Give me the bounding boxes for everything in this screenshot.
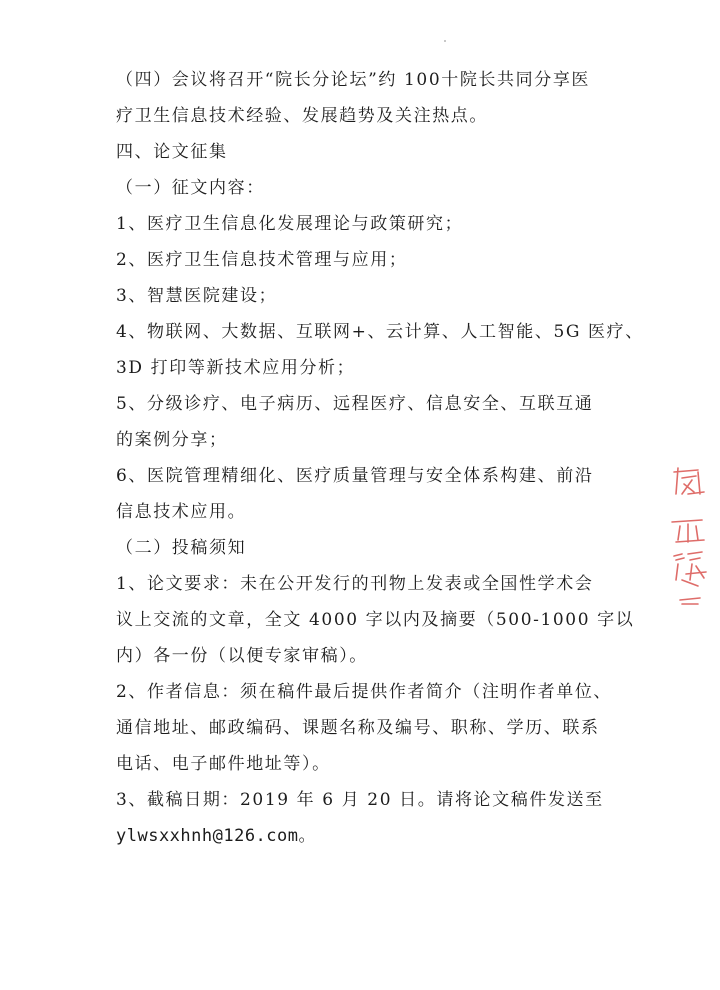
topic-item-5-line-1: 5、分级诊疗、电子病历、远程医疗、信息安全、互联互通 <box>116 394 594 414</box>
topic-item-6-line-2: 信息技术应用。 <box>116 502 247 522</box>
subheading-submission-notes: （二）投稿须知 <box>116 538 247 558</box>
paragraph-forum-line-1: （四）会议将召开“院长分论坛”约 100十院长共同分享医 <box>116 70 591 90</box>
requirement-item-2-line-2: 通信地址、邮政编码、课题名称及编号、职称、学历、联系 <box>116 718 600 738</box>
seal-stamp-icon <box>668 464 712 614</box>
topic-item-4-line-1: 4、物联网、大数据、互联网+、云计算、人工智能、5G 医疗、 <box>116 322 644 342</box>
paragraph-forum-line-2: 疗卫生信息技术经验、发展趋势及关注热点。 <box>116 106 488 126</box>
requirement-item-1-line-2: 议上交流的文章，全文 4000 字以内及摘要（500-1000 字以 <box>116 610 635 630</box>
seal-stamp-fragment <box>668 464 712 614</box>
topic-item-4-line-2: 3D 打印等新技术应用分析； <box>116 358 356 378</box>
topic-item-5-line-2: 的案例分享； <box>116 430 228 450</box>
requirement-item-2-line-3: 电话、电子邮件地址等）。 <box>116 754 331 774</box>
section-heading-paper-call: 四、论文征集 <box>116 142 228 162</box>
submission-email: ylwsxxhnh@126.com。 <box>116 826 316 846</box>
requirement-item-2-line-1: 2、作者信息：须在稿件最后提供作者简介（注明作者单位、 <box>116 682 613 702</box>
subheading-topics: （一）征文内容： <box>116 178 265 198</box>
topic-item-6-line-1: 6、医院管理精细化、医疗质量管理与安全体系构建、前沿 <box>116 466 594 486</box>
document-body <box>116 62 644 854</box>
requirement-item-3-line-1: 3、截稿日期：2019 年 6 月 20 日。请将论文稿件发送至 <box>116 790 604 810</box>
topic-item-1: 1、医疗卫生信息化发展理论与政策研究； <box>116 214 464 234</box>
topic-item-2: 2、医疗卫生信息技术管理与应用； <box>116 250 408 270</box>
requirement-item-1-line-3: 内）各一份（以便专家审稿）。 <box>116 646 368 666</box>
topic-item-3: 3、智慧医院建设； <box>116 286 278 306</box>
requirement-item-1-line-1: 1、论文要求：未在公开发行的刊物上发表或全国性学术会 <box>116 574 594 594</box>
scan-speck <box>444 40 446 42</box>
